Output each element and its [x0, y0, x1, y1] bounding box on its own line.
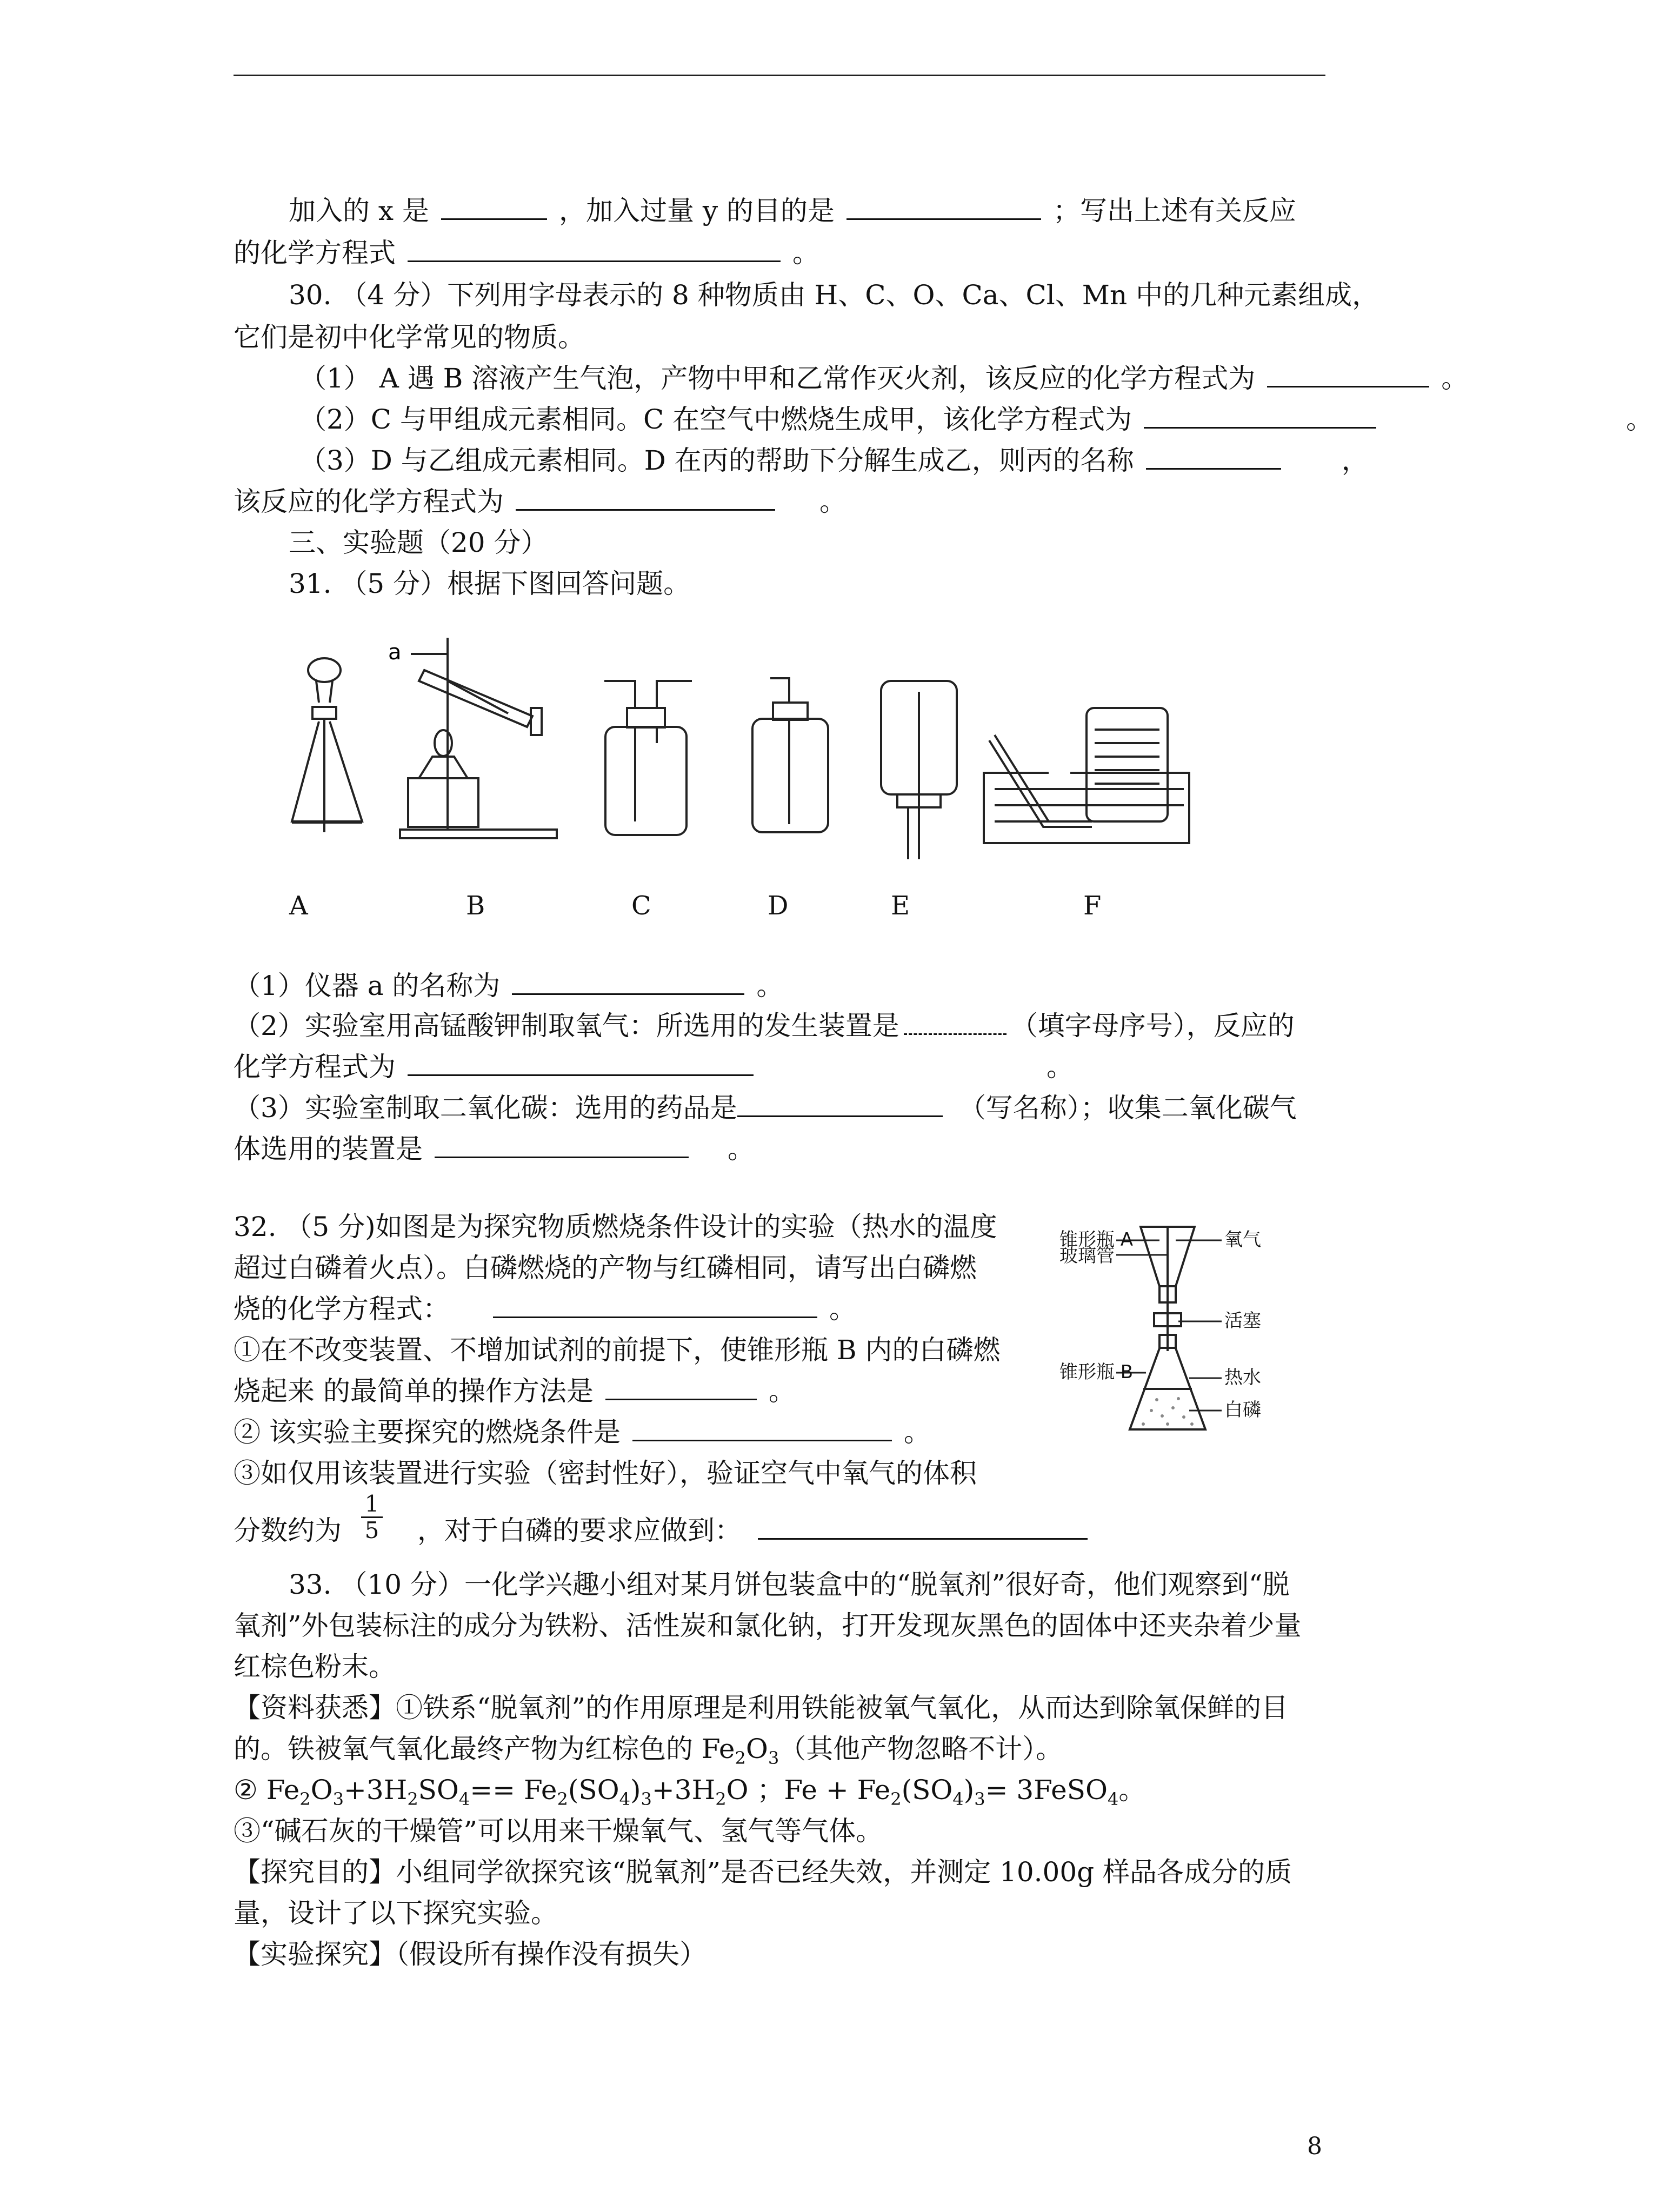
text-line: 分数约为 ，对于白磷的要求应做到：: [234, 1513, 1099, 1548]
apparatus-e-icon: [881, 681, 957, 859]
label-B: B: [466, 891, 485, 921]
section-title: 三、实验题（20 分）: [289, 527, 548, 558]
label-white-phosphorus: 白磷: [1224, 1399, 1261, 1421]
header-rule: [234, 75, 1325, 76]
question-31: 31. （5 分）根据下图回答问题。: [289, 568, 691, 599]
text-line: 的化学方程式 。: [234, 237, 819, 269]
page-number: 8: [1307, 2133, 1322, 2160]
text-line: ①在不改变装置、不增加试剂的前提下，使锥形瓶 B 内的白磷燃: [234, 1334, 1001, 1366]
question-30-2: （2）C 与甲组成元素相同。C 在空气中燃烧生成甲，该化学方程式为 。: [299, 404, 1653, 435]
text-line: 体选用的装置是 。: [234, 1133, 755, 1165]
question-31-2: （2）实验室用高锰酸钾制取氧气：所选用的发生装置是 （填字母序号），反应的: [234, 1010, 1295, 1041]
question-33: 33. （10 分）一化学兴趣小组对某月饼包装盒中的“脱氧剂”很好奇，他们观察到“脱: [289, 1569, 1290, 1600]
question-31-1: （1）仪器 a 的名称为 。: [234, 970, 784, 1001]
label-flask-b: 锥形瓶 B: [1059, 1361, 1134, 1383]
text-line: 超过白磷着火点）。白磷燃烧的产物与红磷相同，请写出白磷燃: [234, 1252, 977, 1284]
label-oxygen: 氧气: [1224, 1229, 1261, 1251]
purpose-heading: 【探究目的】小组同学欲探究该“脱氧剂”是否已经失效，并测定 10.00g 样品各成分的质: [234, 1856, 1292, 1888]
fraction-one-fifth: $\frac{1}{5}$: [361, 1492, 383, 1543]
question-30-1: （1） A 遇 B 溶液产生气泡，产物中甲和乙常作灭火剂，该反应的化学方程式为 。: [299, 363, 1469, 394]
question-32: 32. （5 分)如图是为探究物质燃烧条件设计的实验（热水的温度: [234, 1211, 997, 1242]
text-line: 红棕色粉末。: [234, 1651, 396, 1682]
label-A: A: [289, 891, 308, 921]
text-line: 化学方程式为 。: [234, 1051, 1074, 1082]
text-line: 烧起来 的最简单的操作方法是 。: [234, 1375, 796, 1407]
text-line: ③“碱石灰的干燥管”可以用来干燥氧气、氢气等气体。: [234, 1815, 883, 1847]
text-line: 氧剂”外包装标注的成分为铁粉、活性炭和氯化钠，打开发现灰黑色的固体中还夹杂着少量: [234, 1610, 1302, 1641]
apparatus-f-icon: [984, 708, 1189, 843]
label-C: C: [631, 891, 651, 921]
label-D: D: [768, 891, 789, 921]
equation-line: ② $Fe_2O_3+3H_2SO_4== Fe_2(SO_4)_3+3H_2O$ ；$Fe + Fe_2(SO_4)_3=$ 3FeSO$_4$。: [234, 1774, 1146, 1809]
apparatus-b-icon: [400, 638, 557, 838]
apparatus-c-icon: [604, 681, 692, 835]
text-line: 它们是初中化学常见的物质。: [234, 322, 585, 353]
label-F: F: [1083, 891, 1102, 921]
apparatus-d-icon: [752, 678, 828, 832]
apparatus-figure: [270, 627, 1222, 859]
text-line: 量，设计了以下探究实验。: [234, 1897, 558, 1929]
info-heading: 【资料获悉】①铁系“脱氧剂”的作用原理是利用铁能被氧气氧化，从而达到除氧保鲜的目: [234, 1692, 1289, 1723]
text-line: 烧的化学方程式： 。: [234, 1293, 856, 1325]
text-line: ② 该实验主要探究的燃烧条件是 。: [234, 1416, 931, 1448]
text-line: 该反应的化学方程式为 。: [234, 486, 847, 517]
label-stopcock: 活塞: [1224, 1310, 1261, 1332]
label-a: a: [388, 640, 402, 665]
text-line: 的。铁被氧气氧化最终产物为红棕色的 $Fe_2O_3$（其他产物忽略不计）。: [234, 1733, 1063, 1768]
label-glass-tube: 玻璃管: [1059, 1245, 1115, 1267]
label-E: E: [891, 891, 910, 921]
label-hot-water: 热水: [1224, 1367, 1261, 1388]
question-30: 30. （4 分）下列用字母表示的 8 种物质由 H、C、O、Ca、Cl、Mn 中的几种元素组成，: [289, 279, 1379, 311]
text-line: ③如仅用该装置进行实验（密封性好），验证空气中氧气的体积: [234, 1458, 977, 1489]
experiment-heading: 【实验探究】（假设所有操作没有损失）: [234, 1939, 706, 1970]
label-flask-a: 锥形瓶 A: [1059, 1229, 1134, 1251]
apparatus-a-icon: [292, 658, 362, 832]
text-line: 加入的 x 是 ，加入过量 y 的目的是 ；写出上述有关反应: [289, 195, 1297, 226]
combustion-apparatus-figure: [1059, 1216, 1319, 1443]
question-31-3: （3）实验室制取二氧化碳：选用的药品是 （写名称）；收集二氧化碳气: [234, 1092, 1297, 1124]
question-30-3: （3）D 与乙组成元素相同。D 在丙的帮助下分解生成乙，则丙的名称 ，: [299, 445, 1369, 476]
